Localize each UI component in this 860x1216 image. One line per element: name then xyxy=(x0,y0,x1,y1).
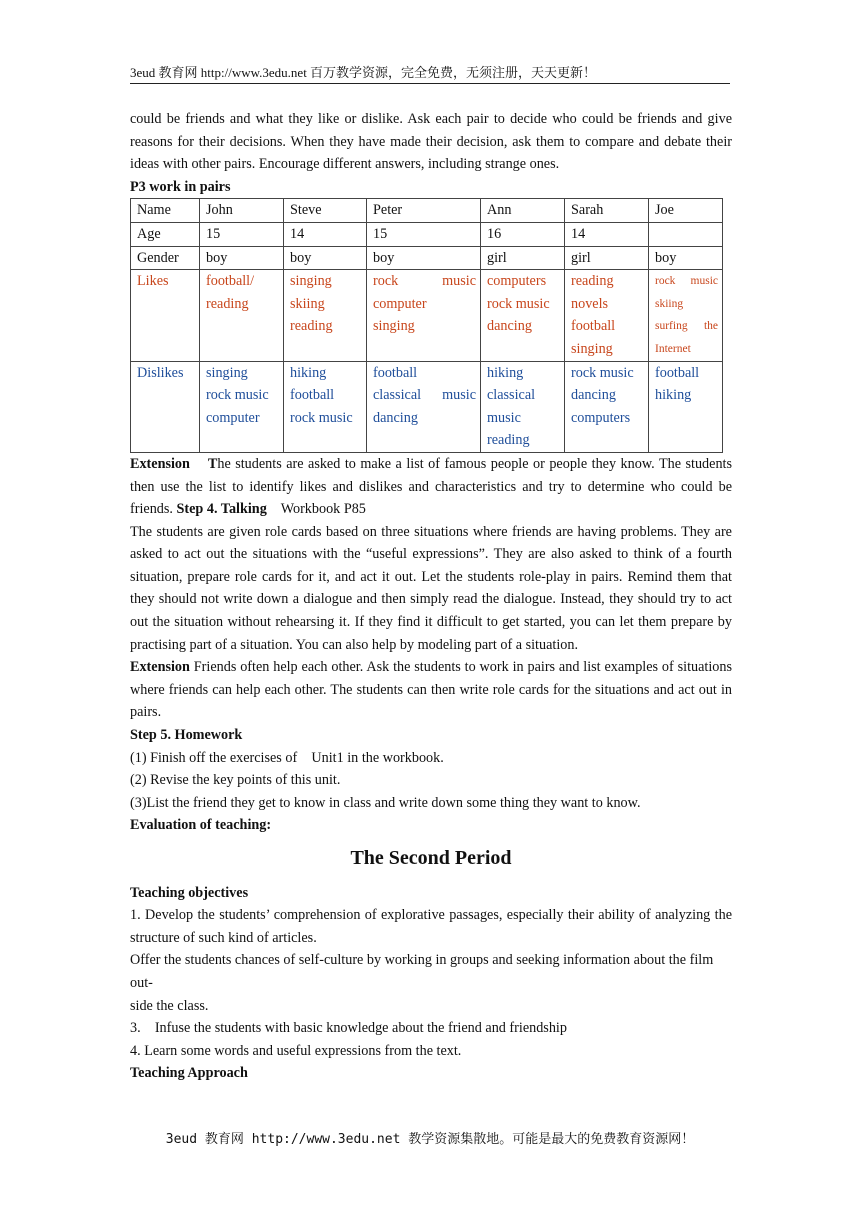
table-cell xyxy=(284,270,367,361)
objective-item: side the class. xyxy=(130,997,209,1014)
extension-text: Friends often help each other. Ask the students to work in pairs and list examples of situations where friends can help each other. The students can then write role cards for the situations and act out in pairs. xyxy=(130,659,732,721)
table-row-name xyxy=(131,199,723,223)
table-cell xyxy=(565,270,649,361)
table-cell: John xyxy=(200,199,284,223)
document-body xyxy=(130,108,732,1085)
cell-line: singing xyxy=(206,364,248,381)
cell-line: football xyxy=(571,318,616,335)
cell-line: rock music xyxy=(373,273,476,290)
table-cell xyxy=(284,361,367,452)
objectives-heading: Teaching objectives xyxy=(130,884,249,901)
table-cell: boy xyxy=(200,246,284,270)
objective-item: 3. Infuse the students with basic knowledge about the friend and friendship xyxy=(130,1020,567,1037)
cell-line: reading xyxy=(571,273,614,290)
cell-line: novels xyxy=(571,295,609,312)
step5-heading: Step 5. Homework xyxy=(130,727,243,744)
table-cell: Name xyxy=(131,199,200,223)
homework-item: (1) Finish off the exercises of Unit1 in the workbook. xyxy=(130,749,444,766)
objective-item: 1. Develop the students’ comprehension of explorative passages, especially their ability of analyzing the structure of such kind of articles. xyxy=(130,907,732,946)
p3-heading: P3 work in pairs xyxy=(130,178,231,195)
table-cell: 16 xyxy=(481,222,565,246)
homework-item: (2) Revise the key points of this unit. xyxy=(130,772,341,789)
homework-item: (3)List the friend they get to know in class and write down some thing they want to know. xyxy=(130,794,641,811)
table-cell: boy xyxy=(649,246,723,270)
cell-line: hiking xyxy=(487,364,524,381)
cell-line: football xyxy=(290,387,335,404)
table-cell xyxy=(481,270,565,361)
cell-line: dancing xyxy=(571,387,616,404)
cell-line: skiing xyxy=(290,295,325,312)
table-cell: Ann xyxy=(481,199,565,223)
step4-heading: Step 4. Talking xyxy=(176,501,267,518)
table-row-age xyxy=(131,222,723,246)
cell-line: hiking xyxy=(290,364,327,381)
table-cell: Joe xyxy=(649,199,723,223)
extension-label: Extension xyxy=(130,659,190,676)
cell-line: dancing xyxy=(373,409,418,426)
cell-line: singing xyxy=(571,340,613,357)
extension-paragraph-1 xyxy=(130,453,732,521)
step4-reference: Workbook P85 xyxy=(266,501,366,518)
cell-line: reading xyxy=(290,318,333,335)
table-cell xyxy=(367,270,481,361)
table-cell: 15 xyxy=(367,222,481,246)
cell-line: reading xyxy=(487,432,530,449)
table-cell: boy xyxy=(284,246,367,270)
table-cell xyxy=(200,270,284,361)
table-row-dislikes xyxy=(131,361,723,452)
cell-line: Internet xyxy=(655,342,691,355)
table-cell: Age xyxy=(131,222,200,246)
period-title: The Second Period xyxy=(350,847,512,869)
table-row-likes xyxy=(131,270,723,361)
evaluation-heading: Evaluation of teaching: xyxy=(130,817,272,834)
table-cell: boy xyxy=(367,246,481,270)
extension-lead-letter: T xyxy=(207,455,218,472)
cell-line: rock music xyxy=(487,295,550,312)
cell-line: football xyxy=(655,364,700,381)
dislikes-label: Dislikes xyxy=(131,361,200,452)
table-cell xyxy=(367,361,481,452)
extension-paragraph-2 xyxy=(130,656,732,724)
cell-line: hiking xyxy=(655,387,692,404)
cell-line: singing xyxy=(373,318,415,335)
table-cell: 15 xyxy=(200,222,284,246)
role-cards-paragraph: The students are given role cards based on three situations where friends are having problems. They are asked to act out the situations with the “useful expressions”. They are also asked to think of a fourth situation, prepare role cards for it, and act it out. Let the students role-play in pairs. Remind them that they should not write down a dialogue and then simply read the dialogue. Instead, they should try to act out the situation without rehearsing it. If they find it difficult to get started, you can let them prepare by practising part of a situation. You can also help by modeling part of a situation. xyxy=(130,523,732,653)
likes-label: Likes xyxy=(131,270,200,361)
cell-line: singing xyxy=(290,273,332,290)
cell-line: reading xyxy=(206,295,249,312)
cell-line: computer xyxy=(206,409,260,426)
table-cell: Peter xyxy=(367,199,481,223)
cell-line: rock music xyxy=(655,275,718,288)
table-cell xyxy=(565,361,649,452)
cell-line: computer xyxy=(373,295,427,312)
page-header: 3eud 教育网 http://www.3edu.net 百万教学资源，完全免费，无须注册，天天更新！ xyxy=(130,62,730,84)
objective-item: 4. Learn some words and useful expressions from the text. xyxy=(130,1042,462,1059)
cell-line: football xyxy=(373,364,418,381)
table-cell: 14 xyxy=(284,222,367,246)
cell-line: rock music xyxy=(290,409,353,426)
extension-label: Extension xyxy=(130,455,190,472)
table-cell: girl xyxy=(481,246,565,270)
page-footer: 3eud 教育网 http://www.3edu.net 教学资源集散地。可能是最大的免费教育资源网！ xyxy=(165,1132,695,1147)
cell-line: football/ xyxy=(206,273,255,290)
approach-heading: Teaching Approach xyxy=(130,1065,248,1082)
cell-line: computers xyxy=(487,273,547,290)
table-cell: Steve xyxy=(284,199,367,223)
table-cell xyxy=(649,270,723,361)
table-cell: girl xyxy=(565,246,649,270)
cell-line: skiing xyxy=(655,297,684,310)
pairs-table xyxy=(130,198,723,453)
cell-line: classical xyxy=(487,387,536,404)
cell-line: rock music xyxy=(206,387,269,404)
cell-line: computers xyxy=(571,409,631,426)
table-cell xyxy=(481,361,565,452)
cell-line: classical music xyxy=(373,387,476,404)
table-cell xyxy=(649,222,723,246)
table-cell: Sarah xyxy=(565,199,649,223)
table-cell: 14 xyxy=(565,222,649,246)
extension-text: he students are asked to make a list of famous people or people they know. The students then use the list to identify likes and dislikes and characteristics and try to determine who could be friends. xyxy=(130,455,732,518)
objective-item: Offer the students chances of self-culture by working in groups and seeking information about the film out- xyxy=(130,952,714,991)
table-row-gender xyxy=(131,246,723,270)
cell-line: music xyxy=(487,409,521,426)
cell-line: surfing the xyxy=(655,320,718,333)
table-cell xyxy=(200,361,284,452)
cell-line: dancing xyxy=(487,318,532,335)
table-cell: Gender xyxy=(131,246,200,270)
intro-paragraph: could be friends and what they like or dislike. Ask each pair to decide who could be friends and give reasons for their decisions. When they have made their decision, ask them to compare and debate their ideas with other pairs. Encourage different answers, including strange ones. xyxy=(130,111,732,173)
cell-line: rock music xyxy=(571,364,634,381)
table-cell xyxy=(649,361,723,452)
